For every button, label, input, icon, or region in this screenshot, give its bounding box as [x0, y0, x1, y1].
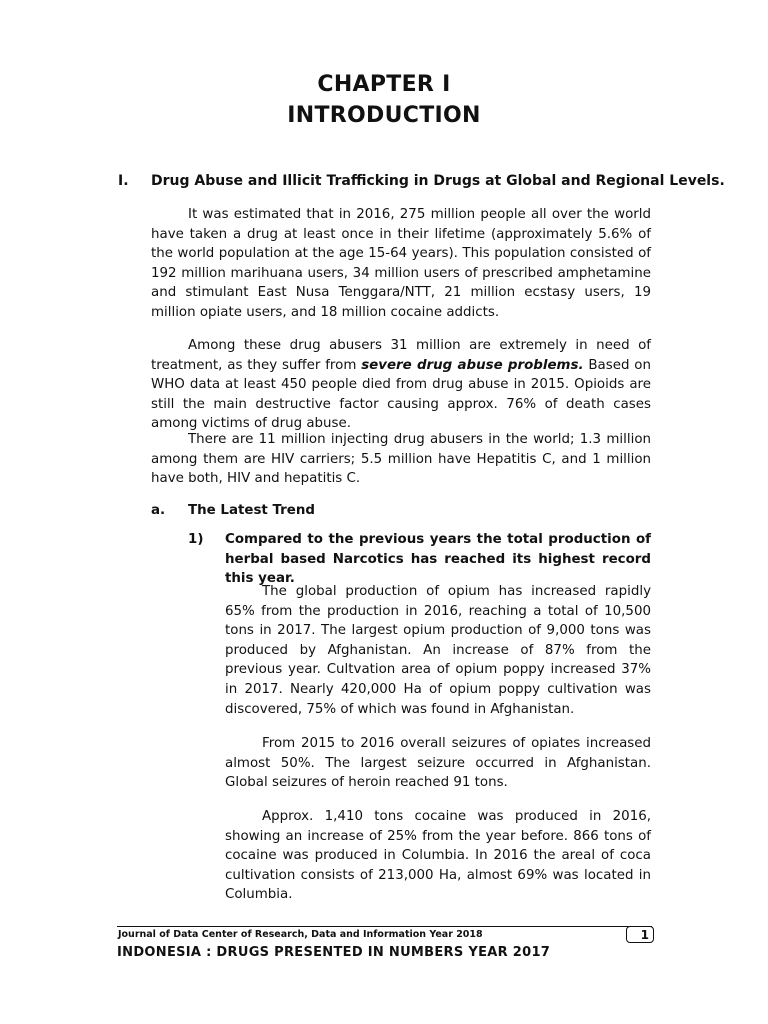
chapter-number: CHAPTER I: [317, 72, 451, 97]
section-number: I.: [118, 173, 129, 189]
paragraph-treatment-end: Based on WHO data at least 450 people died from drug abuse in 2015. Opioids are still the main destructive factor causing approx. 76% of death cases among victims of drug abuse.: [151, 357, 651, 432]
subsection-heading: [151, 503, 315, 518]
subsection-title: The Latest Trend: [188, 503, 315, 518]
paragraph-injecting-users: There are 11 million injecting drug abusers in the world; 1.3 million among them are HIV carriers; 5.5 million have Hepatitis C, and 1 million have both, HIV and hepatitis C.: [151, 432, 651, 487]
paragraph-treatment-emphasis: severe drug abuse problems.: [361, 357, 584, 373]
footer-journal: Journal of Data Center of Research, Data and Information Year 2018: [118, 929, 483, 940]
chapter-title: INTRODUCTION: [287, 103, 481, 128]
footer-divider: [117, 926, 652, 927]
paragraph-treatment-start: Among these drug abusers 31 million are extremely in need of treatment, as they suffer from: [151, 338, 651, 373]
subsection-letter: a.: [151, 503, 166, 518]
item-number: 1): [188, 532, 204, 547]
paragraph-global-users: It was estimated that in 2016, 275 million people all over the world have taken a drug at least once in their lifetime (approximately 5.6% of the world population at the age 15-64 years). This population consisted of 192 million marihuana users, 34 million users of prescribed amphetamine and stimulant East Nusa Tenggara/NTT, 21 million ecstasy users, 19 million opiate users, and 18 million cocaine addicts.: [151, 207, 651, 320]
page-number: 1: [626, 926, 654, 943]
item-heading: [188, 530, 651, 589]
paragraph-opium-production: The global production of opium has increased rapidly 65% from the production in 2016, reaching a total of 10,500 tons in 2017. The largest opium production of 9,000 tons was produced by Afghanistan. An increase of 87% from the previous year. Cultvation area of opium poppy increased 37% in 2017. Nearly 420,000 Ha of opium poppy cultivation was discovered, 75% of which was found in Afghanistan.: [225, 584, 651, 717]
item-title: Compared to the previous years the total production of herbal based Narcotics has reached its highest record this year.: [225, 532, 651, 587]
section-title: Drug Abuse and Illicit Trafficking in Drugs at Global and Regional Levels.: [151, 173, 725, 189]
paragraph-cocaine-production: Approx. 1,410 tons cocaine was produced in 2016, showing an increase of 25% from the year before. 866 tons of cocaine was produced in Columbia. In 2016 the areal of coca cultivation consists of 213,000 Ha, almost 69% was located in Columbia.: [225, 809, 651, 903]
paragraph-opiate-seizures: From 2015 to 2016 overall seizures of opiates increased almost 50%. The largest seizure occurred in Afghanistan. Global seizures of heroin reached 91 tons.: [225, 736, 651, 791]
paragraph-treatment: [151, 336, 651, 434]
footer-title: INDONESIA : DRUGS PRESENTED IN NUMBERS YEAR 2017: [117, 945, 551, 960]
